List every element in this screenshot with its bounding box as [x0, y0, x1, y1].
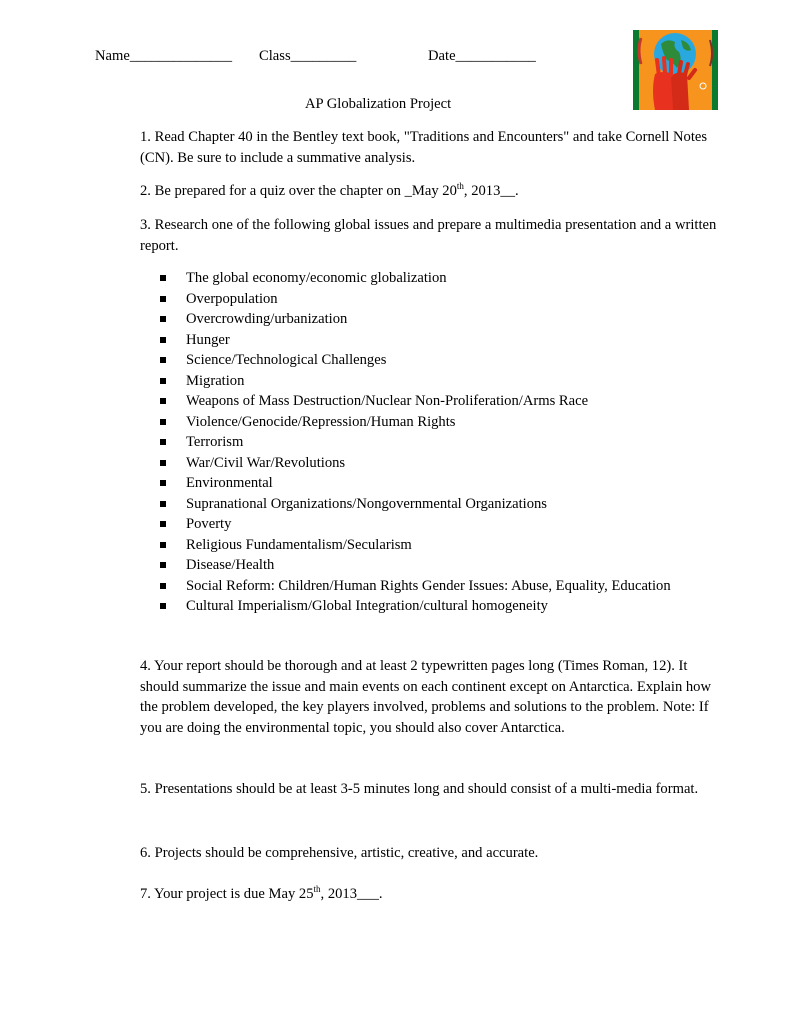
bullet-icon	[160, 275, 166, 281]
list-item	[160, 289, 680, 310]
list-item	[160, 473, 680, 494]
topic-label: The global economy/economic globalization	[186, 270, 447, 286]
instruction-2-suffix: th	[456, 181, 464, 191]
list-item	[160, 576, 680, 597]
list-item	[160, 412, 680, 433]
topic-label: Overpopulation	[186, 290, 278, 307]
bullet-icon	[160, 542, 166, 548]
instruction-2	[140, 181, 720, 202]
bullet-icon	[160, 337, 166, 343]
bullet-icon	[160, 460, 166, 466]
list-item	[160, 330, 680, 351]
topic-label: Violence/Genocide/Repression/Human Rights	[186, 413, 456, 430]
instruction-4: 4. Your report should be thorough and at least 2 typewritten pages long (Times Roman, 12). It should summarize the issue and main events on each continent except on Antarctica. Explain how the problem developed, the key players involved, problems and solutions to the problem. Note: If you are doing the environmental topic, you should also cover Antarctica.	[140, 658, 712, 736]
bullet-icon	[160, 419, 166, 425]
topic-label: Overcrowding/urbanization	[186, 311, 348, 327]
bullet-icon	[160, 439, 166, 445]
list-item	[160, 596, 680, 617]
bullet-icon	[160, 296, 166, 302]
instruction-7-text: 7. Your project is due May 25	[140, 886, 314, 902]
instruction-7-end: , 2013___.	[320, 886, 383, 902]
list-item	[160, 309, 680, 330]
topic-label: Hunger	[186, 331, 230, 348]
bullet-icon	[160, 378, 166, 384]
list-item	[160, 371, 680, 392]
list-item	[160, 432, 680, 453]
list-item	[160, 535, 680, 556]
list-item	[160, 514, 680, 535]
topic-label: Poverty	[186, 516, 232, 532]
topic-label: Weapons of Mass Destruction/Nuclear Non-Proliferation/Arms Race	[186, 393, 589, 409]
list-item	[160, 555, 680, 576]
bullet-icon	[160, 583, 166, 589]
instruction-2-text: 2. Be prepared for a quiz over the chapter on _May 20	[140, 183, 457, 199]
bullet-icon	[160, 480, 166, 486]
list-item	[160, 350, 680, 371]
bullet-icon	[160, 603, 166, 609]
topic-label: Religious Fundamentalism/Secularism	[186, 536, 412, 553]
instruction-7-suffix: th	[313, 884, 321, 894]
topic-label: Terrorism	[186, 434, 244, 450]
topic-label: Disease/Health	[186, 557, 275, 573]
instruction-6: 6. Projects should be comprehensive, artistic, creative, and accurate.	[140, 845, 539, 861]
page-title: AP Globalization Project	[305, 96, 452, 112]
bullet-icon	[160, 316, 166, 322]
instruction-1: 1. Read Chapter 40 in the Bentley text book, "Traditions and Encounters" and take Cornell Notes (CN). Be sure to include a summative analysis.	[140, 129, 708, 166]
topic-label: War/Civil War/Revolutions	[186, 454, 346, 471]
topic-label: Supranational Organizations/Nongovernmental Organizations	[186, 495, 547, 512]
instruction-5: 5. Presentations should be at least 3-5 minutes long and should consist of a multi-media format.	[140, 781, 699, 797]
class-field: Class_________	[259, 48, 357, 64]
instruction-3: 3. Research one of the following global issues and prepare a multimedia presentation and a written report.	[140, 217, 717, 254]
bullet-icon	[160, 501, 166, 507]
topic-label: Social Reform: Children/Human Rights Gender Issues: Abuse, Equality, Education	[186, 577, 671, 594]
bullet-icon	[160, 398, 166, 404]
date-field: Date___________	[428, 48, 536, 64]
list-item	[160, 494, 680, 515]
instruction-7	[140, 884, 720, 905]
list-item	[160, 268, 680, 289]
list-item	[160, 453, 680, 474]
bullet-icon	[160, 357, 166, 363]
bullet-icon	[160, 521, 166, 527]
topic-label: Migration	[186, 372, 245, 389]
bullet-icon	[160, 562, 166, 568]
topic-list	[160, 268, 680, 617]
list-item	[160, 391, 680, 412]
globe-in-hands-icon	[633, 30, 718, 110]
topic-label: Science/Technological Challenges	[186, 352, 387, 368]
name-field: Name______________	[95, 48, 233, 64]
topic-label: Environmental	[186, 475, 273, 491]
topic-label: Cultural Imperialism/Global Integration/cultural homogeneity	[186, 598, 548, 614]
instruction-2-end: , 2013__.	[463, 183, 519, 199]
